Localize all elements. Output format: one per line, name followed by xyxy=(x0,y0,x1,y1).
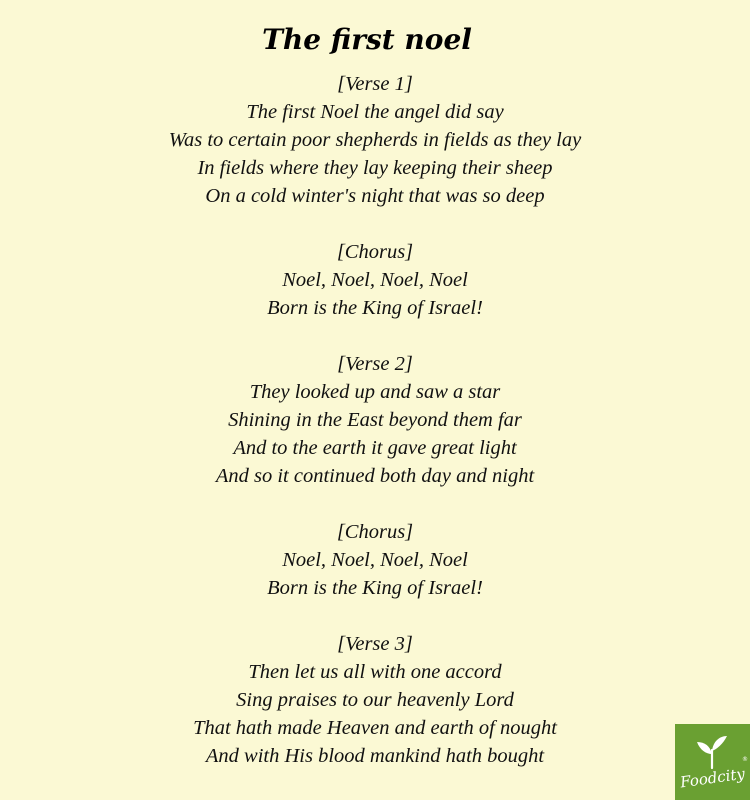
lyric-line: The first Noel the angel did say xyxy=(246,101,504,123)
lyric-line: They looked up and saw a star xyxy=(249,381,501,403)
registered-mark: ® xyxy=(742,756,748,763)
lyric-line: Was to certain poor shepherds in fields as they lay xyxy=(168,129,582,151)
page-title: The first noel xyxy=(262,23,472,56)
logo-wordmark: Foodcity xyxy=(679,764,746,792)
stanza-verse-3 xyxy=(0,630,750,770)
lyric-line: On a cold winter's night that was so deep xyxy=(205,185,545,207)
lyric-line: And so it continued both day and night xyxy=(215,465,535,487)
stanza-heading: [Verse 3] xyxy=(337,633,413,655)
lyric-line: Then let us all with one accord xyxy=(248,661,502,683)
lyric-line: Noel, Noel, Noel, Noel xyxy=(282,269,468,291)
stanza-heading: [Chorus] xyxy=(336,241,414,263)
lyric-line: In fields where they lay keeping their sheep xyxy=(197,157,553,179)
foodcity-logo xyxy=(675,724,750,800)
lyric-line: That hath made Heaven and earth of nought xyxy=(193,717,557,739)
lyric-line: Shining in the East beyond them far xyxy=(228,409,522,431)
lyric-line: And to the earth it gave great light xyxy=(233,437,517,459)
stanza-heading: [Chorus] xyxy=(336,521,414,543)
lyric-line: Born is the King of Israel! xyxy=(267,577,483,599)
stanza-verse-2 xyxy=(0,350,750,490)
lyric-line: And with His blood mankind hath bought xyxy=(205,745,545,767)
stanza-heading: [Verse 1] xyxy=(337,73,413,95)
stanza-verse-1 xyxy=(0,70,750,210)
stanza-chorus-2 xyxy=(0,518,750,602)
lyrics xyxy=(0,70,750,798)
stanza-heading: [Verse 2] xyxy=(337,353,413,375)
lyric-line: Born is the King of Israel! xyxy=(267,297,483,319)
lyric-line: Noel, Noel, Noel, Noel xyxy=(282,549,468,571)
lyric-line: Sing praises to our heavenly Lord xyxy=(236,689,514,711)
stanza-chorus-1 xyxy=(0,238,750,322)
